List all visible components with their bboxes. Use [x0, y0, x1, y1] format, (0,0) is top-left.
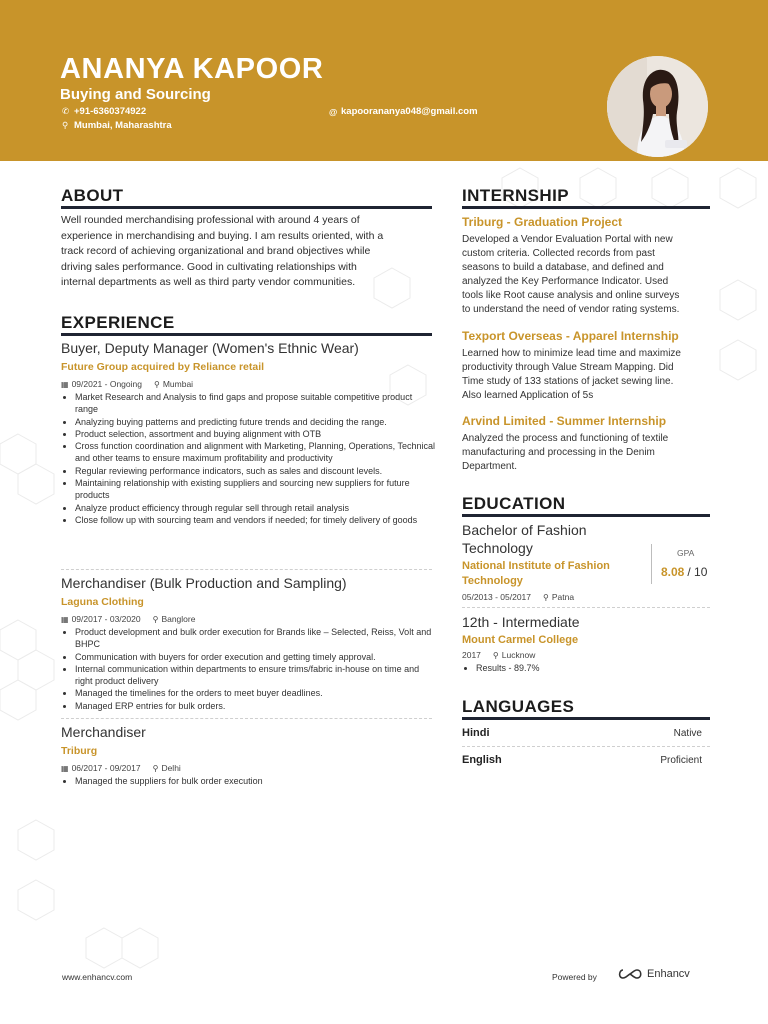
languages-heading: LANGUAGES — [462, 697, 575, 716]
education-school-line: Technology — [462, 575, 523, 587]
calendar-icon: ▦ — [61, 763, 69, 773]
internship-line: productivity through Value Stream Mapping. Did — [462, 362, 674, 373]
internship-heading: INTERNSHIP — [462, 186, 569, 205]
education-degree-line: Technology — [462, 540, 533, 556]
job-place: Mumbai — [162, 379, 194, 389]
location-pin-icon: ⚲ — [153, 379, 160, 389]
education-degree-line: Bachelor of Fashion — [462, 522, 587, 538]
candidate-name: ANANYA KAPOOR — [60, 53, 324, 85]
gpa-max: / 10 — [687, 565, 708, 579]
education-school: Mount Carmel College — [462, 634, 579, 646]
job-dates: 09/2017 - 03/2020 — [71, 614, 141, 624]
job-title: Buyer, Deputy Manager (Women's Ethnic Wear) — [61, 340, 359, 356]
phone-number: +91-6360374922 — [74, 106, 147, 117]
internship-line: Department. — [462, 461, 518, 472]
education-degree: 12th - Intermediate — [462, 614, 580, 630]
brand-name: Enhancv — [647, 968, 690, 980]
phone-icon: ✆ — [62, 106, 70, 116]
location-text: Mumbai, Maharashtra — [74, 120, 172, 131]
experience-heading: EXPERIENCE — [61, 313, 175, 332]
internship-description — [462, 432, 668, 474]
education-bullets — [462, 662, 716, 674]
job-meta — [61, 379, 193, 389]
footer-url[interactable]: www.enhancv.com — [62, 972, 133, 982]
language-level: Proficient — [660, 755, 702, 766]
job-bullet: • Communication with buyers for order execution and getting timely approval. — [75, 651, 437, 663]
education-school — [462, 559, 610, 589]
about-line: Well rounded merchandising professional with around 4 years of — [61, 214, 360, 226]
internship-title: Texport Overseas - Apparel Internship — [462, 329, 679, 343]
job-dates: 06/2017 - 09/2017 — [71, 763, 141, 773]
internship-line: tools like Root cause analysis and online surveys — [462, 290, 680, 301]
internship-description — [462, 233, 679, 317]
education-degree — [462, 521, 587, 557]
gpa-label: GPA — [677, 548, 695, 558]
education-school-line: National Institute of Fashion — [462, 560, 610, 572]
gpa-value: 8.08 — [661, 565, 685, 579]
internship-line: Analyzed the process and functioning of textile — [462, 433, 669, 444]
job-bullet: • Analyzing buying patterns and predicting future trends and deciding the range. — [75, 416, 437, 428]
language-name: Hindi — [462, 727, 490, 739]
at-sign-icon: @ — [329, 106, 338, 117]
powered-by-label: Powered by — [552, 972, 597, 982]
gpa-score — [661, 565, 707, 579]
education-heading: EDUCATION — [462, 494, 566, 513]
internship-line: custom criteria. Collected records from past — [462, 248, 655, 259]
job-bullet: • Maintaining relationship with existing suppliers and sourcing new suppliers for future products — [75, 477, 437, 502]
email-contact[interactable] — [329, 106, 478, 117]
candidate-role: Buying and Sourcing — [60, 86, 211, 103]
internship-line: Developed a Vendor Evaluation Portal with new — [462, 234, 673, 245]
language-level: Native — [673, 728, 702, 739]
job-company: Future Group acquired by Reliance retail — [61, 361, 265, 373]
job-bullet: • Internal communication within departments to ensure trims/fabric in-house on time and right product delivery — [75, 663, 437, 688]
job-title: Merchandiser — [61, 724, 146, 740]
languages-rule — [462, 717, 710, 720]
education-place: Lucknow — [501, 650, 536, 660]
job-bullets — [61, 391, 437, 526]
internship-line: seasons to build a database, and defined and — [462, 262, 664, 273]
job-bullet: • Product development and bulk order execution for Brands like – Selected, Reiss, Volt and BHPC — [75, 626, 437, 651]
education-dates: 2017 — [462, 650, 481, 660]
header-banner — [0, 0, 768, 161]
calendar-icon: ▦ — [61, 614, 69, 624]
job-bullets — [61, 775, 437, 787]
brand-logo[interactable] — [617, 968, 690, 980]
location-pin-icon: ⚲ — [152, 763, 159, 773]
job-meta — [61, 614, 195, 624]
internship-line: Time study of 133 stations of jacket sewing line. — [462, 376, 674, 387]
job-bullet: • Cross function coordination and alignment with Marketing, Planning, Operations, Technical and other teams to ensure maximum profitability and productivity — [75, 440, 437, 465]
job-place: Delhi — [161, 763, 181, 773]
job-bullet: • Close follow up with sourcing team and vendors if needed; for timely delivery of goods — [75, 514, 437, 526]
job-divider — [61, 569, 432, 570]
job-place: Banglore — [161, 614, 196, 624]
education-dates: 05/2013 - 05/2017 — [462, 592, 532, 602]
location-pin-icon: ⚲ — [152, 614, 159, 624]
about-line: internal departments as well as third party vendor communities. — [61, 276, 356, 288]
internship-line: manufacturing and processing in the Denim — [462, 447, 655, 458]
job-bullet: • Regular reviewing performance indicators, such as sales and discount levels. — [75, 465, 437, 477]
education-divider — [462, 607, 710, 608]
profile-photo — [607, 56, 708, 157]
job-bullet: • Product selection, assortment and buying alignment with OTB — [75, 428, 437, 440]
internship-title: Arvind Limited - Summer Internship — [462, 414, 667, 428]
about-line: track record of achieving organizational and brand objectives while — [61, 245, 371, 257]
about-line: driving sales performance. Good in cultivating relationships with — [61, 260, 357, 273]
job-bullet: • Managed ERP entries for bulk orders. — [75, 700, 437, 712]
internship-line: analyzed the Key Performance Indicator. Used — [462, 276, 669, 287]
language-divider — [462, 746, 710, 747]
job-bullet: • Market Research and Analysis to find gaps and propose suitable competitive product range — [75, 391, 437, 416]
job-company: Laguna Clothing — [61, 596, 144, 608]
internship-line: Also learned Application of 5s — [462, 390, 594, 401]
job-divider — [61, 718, 432, 719]
about-text — [61, 213, 383, 291]
internship-line: Learned how to minimize lead time and maximize — [462, 348, 681, 359]
internship-line: to understand the need of vendor rating systems. — [462, 304, 680, 315]
education-rule — [462, 514, 710, 517]
education-meta — [462, 592, 574, 602]
job-dates: 09/2021 - Ongoing — [71, 379, 142, 389]
job-bullet: • Managed the suppliers for bulk order execution — [75, 775, 437, 787]
job-bullet: • Analyze product efficiency through regular sell through retail analysis — [75, 502, 437, 514]
email-address[interactable]: kapoorananya048@gmail.com — [341, 106, 478, 117]
location-pin-icon: ⚲ — [62, 120, 69, 130]
about-rule — [61, 206, 432, 209]
job-company: Triburg — [61, 745, 98, 757]
location-pin-icon: ⚲ — [492, 650, 499, 660]
phone-contact — [62, 106, 146, 117]
internship-title: Triburg - Graduation Project — [462, 215, 623, 229]
education-place: Patna — [551, 592, 575, 602]
about-heading: ABOUT — [61, 186, 124, 205]
location-contact — [62, 120, 172, 131]
job-meta — [61, 763, 181, 773]
language-name: English — [462, 754, 502, 766]
education-bullet: • Results - 89.7% — [476, 662, 716, 674]
job-bullet: • Managed the timelines for the orders to meet buyer deadlines. — [75, 687, 437, 699]
about-line: experience in merchandising and buying. I am results oriented, with a — [61, 229, 384, 242]
enhancv-logo-icon — [617, 968, 643, 980]
education-meta — [462, 650, 535, 660]
job-bullets — [61, 626, 437, 712]
location-pin-icon: ⚲ — [543, 592, 549, 602]
job-title: Merchandiser (Bulk Production and Sampling) — [61, 575, 347, 591]
internship-description — [462, 347, 681, 403]
calendar-icon: ▦ — [61, 379, 69, 389]
internship-rule — [462, 206, 710, 209]
gpa-divider — [651, 544, 652, 584]
experience-rule — [61, 333, 432, 336]
